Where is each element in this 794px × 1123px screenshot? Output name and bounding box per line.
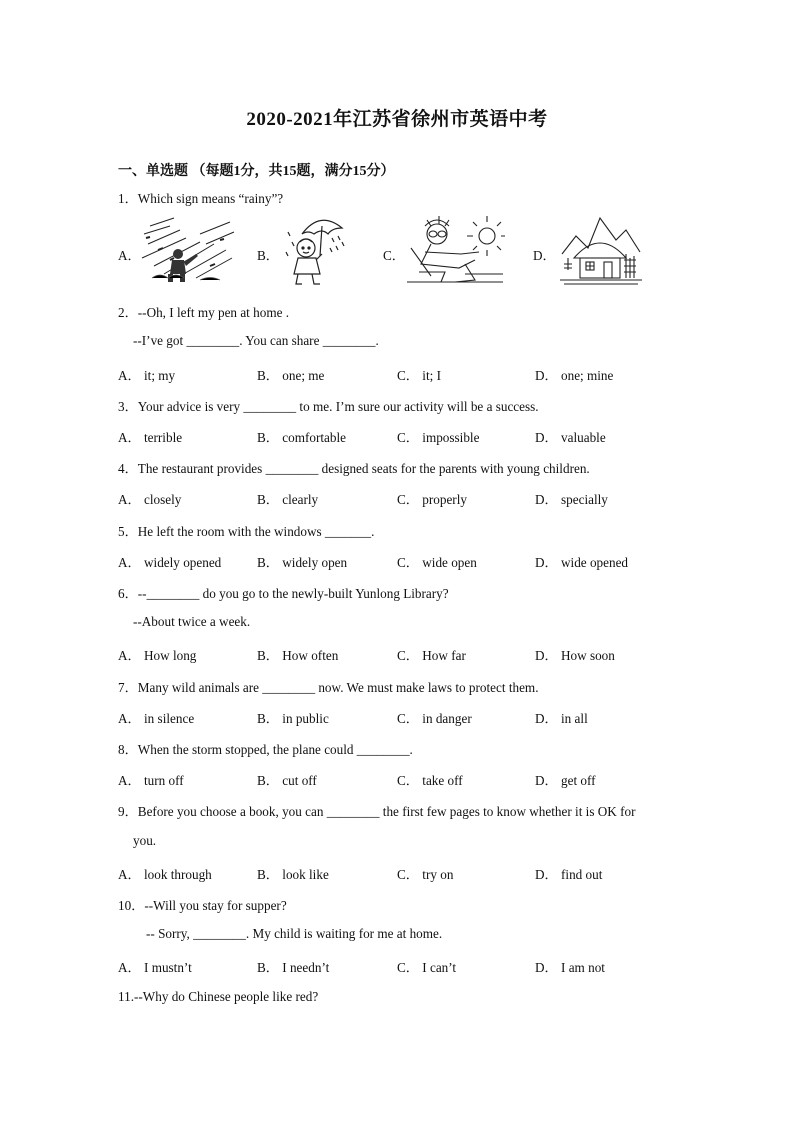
q5-option-c[interactable]: C． wide open — [397, 555, 477, 570]
question-9: 9．Before you choose a book, you can ________ the first few pages to know whether it is OK for — [118, 804, 636, 819]
q4-option-c[interactable]: C． properly — [397, 492, 467, 507]
question-3: 3．Your advice is very ________ to me. I’m sure our activity will be a success. — [118, 399, 539, 414]
question-2-line-2: --I’ve got ________. You can share ________. — [133, 333, 379, 348]
q1-option-c-label[interactable]: C． — [383, 248, 405, 263]
storm-scene-icon[interactable] — [140, 214, 236, 286]
q7-option-d[interactable]: D． in all — [535, 711, 588, 726]
question-2: 2．--Oh, I left my pen at home . — [118, 305, 290, 320]
q8-option-c[interactable]: C． take off — [397, 773, 463, 788]
question-1: 1．Which sign means “rainy”? — [118, 191, 284, 206]
q5-option-a[interactable]: A． widely opened — [118, 555, 222, 570]
q4-option-a[interactable]: A． closely — [118, 492, 182, 507]
q3-option-a[interactable]: A． terrible — [118, 430, 183, 445]
q8-option-d[interactable]: D． get off — [535, 773, 596, 788]
q9-option-b[interactable]: B． look like — [257, 867, 329, 882]
q3-option-b[interactable]: B． comfortable — [257, 430, 346, 445]
q5-option-d[interactable]: D． wide opened — [535, 555, 629, 570]
question-9-line-2: you. — [133, 833, 157, 848]
sunbathing-person-icon[interactable] — [405, 212, 505, 288]
q8-option-a[interactable]: A． turn off — [118, 773, 184, 788]
q8-option-b[interactable]: B． cut off — [257, 773, 317, 788]
q7-option-b[interactable]: B． in public — [257, 711, 329, 726]
q2-option-c[interactable]: C． it; I — [397, 368, 441, 383]
q9-option-d[interactable]: D． find out — [535, 867, 603, 882]
q10-option-d[interactable]: D． I am not — [535, 960, 605, 975]
q7-option-c[interactable]: C． in danger — [397, 711, 472, 726]
q4-option-d[interactable]: D． specially — [535, 492, 608, 507]
q1-option-b-label[interactable]: B． — [257, 248, 279, 263]
question-7: 7．Many wild animals are ________ now. We must make laws to protect them. — [118, 680, 539, 695]
section-heading: 一、单选题 （每题1分，共15题，满分15分） — [118, 164, 395, 179]
q6-option-b[interactable]: B． How often — [257, 648, 339, 663]
q4-option-b[interactable]: B． clearly — [257, 492, 319, 507]
q2-option-b[interactable]: B． one; me — [257, 368, 325, 383]
q3-option-d[interactable]: D． valuable — [535, 430, 606, 445]
question-10: 10．--Will you stay for supper? — [118, 898, 287, 913]
question-10-line-2: -- Sorry, ________. My child is waiting for me at home. — [146, 926, 443, 941]
question-5: 5．He left the room with the windows _______. — [118, 524, 375, 539]
question-11: 11.--Why do Chinese people like red? — [118, 989, 319, 1004]
q2-option-d[interactable]: D． one; mine — [535, 368, 614, 383]
snowy-house-icon[interactable] — [560, 214, 642, 286]
q10-option-b[interactable]: B． I needn’t — [257, 960, 330, 975]
q10-option-c[interactable]: C． I can’t — [397, 960, 457, 975]
page-title: 2020-2021年江苏省徐州市英语中考 — [246, 109, 548, 130]
umbrella-child-icon[interactable] — [280, 212, 350, 288]
q1-option-d-label[interactable]: D． — [533, 248, 556, 263]
q10-option-a[interactable]: A． I mustn’t — [118, 960, 192, 975]
question-8: 8．When the storm stopped, the plane could ________. — [118, 742, 413, 757]
q9-option-a[interactable]: A． look through — [118, 867, 212, 882]
q5-option-b[interactable]: B． widely open — [257, 555, 348, 570]
question-6: 6．--________ do you go to the newly-built Yunlong Library? — [118, 586, 449, 601]
question-6-line-2: --About twice a week. — [133, 614, 251, 629]
q6-option-c[interactable]: C． How far — [397, 648, 466, 663]
q6-option-d[interactable]: D． How soon — [535, 648, 615, 663]
question-4: 4．The restaurant provides ________ designed seats for the parents with young children. — [118, 461, 590, 476]
q6-option-a[interactable]: A． How long — [118, 648, 197, 663]
q1-option-a-label[interactable]: A． — [118, 248, 141, 263]
q9-option-c[interactable]: C． try on — [397, 867, 454, 882]
q2-option-a[interactable]: A． it; my — [118, 368, 176, 383]
q7-option-a[interactable]: A． in silence — [118, 711, 195, 726]
q3-option-c[interactable]: C． impossible — [397, 430, 480, 445]
